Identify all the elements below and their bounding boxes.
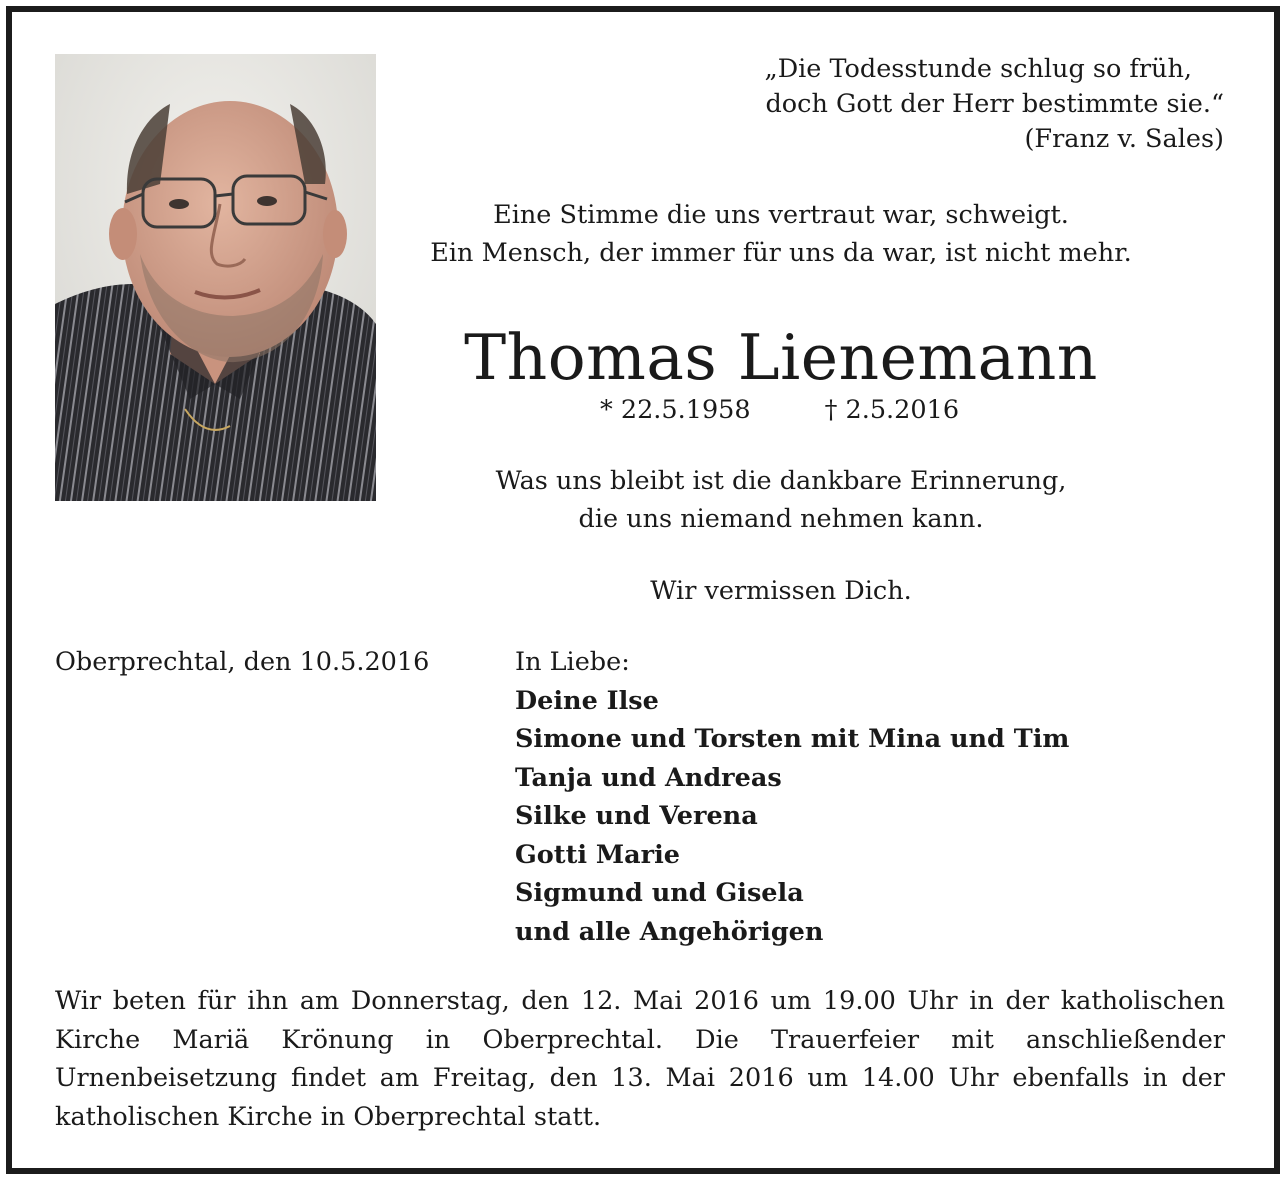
family-list <box>515 643 1069 951</box>
family-member: Simone und Torsten mit Mina und Tim <box>515 724 1070 754</box>
death-date: † 2.5.2016 <box>824 395 960 425</box>
place-date: Oberprechtal, den 10.5.2016 <box>55 647 430 677</box>
family-member: Silke und Verena <box>515 801 758 831</box>
life-dates <box>600 392 959 428</box>
remembrance-line: Was uns bleibt ist die dankbare Erinnerung, <box>495 466 1067 496</box>
epigraph-quote <box>704 52 1224 157</box>
deceased-name: Thomas Lienemann <box>464 321 1098 394</box>
family-member: Deine Ilse <box>515 685 659 716</box>
remembrance-line: die uns niemand nehmen kann. <box>578 504 984 534</box>
family-member: Gotti Marie <box>515 839 681 870</box>
family-intro: In Liebe: <box>515 647 630 677</box>
family-member: und alle Angehörigen <box>515 916 824 947</box>
verse-line: Ein Mensch, der immer für uns da war, ist nicht mehr. <box>430 238 1132 268</box>
verse-line: Eine Stimme die uns vertraut war, schweigt. <box>493 200 1069 230</box>
family-member: Sigmund und Gisela <box>515 878 804 908</box>
remembrance <box>408 462 1154 538</box>
verse <box>408 196 1154 272</box>
quote-author: (Franz v. Sales) <box>1024 124 1224 154</box>
family-member: Tanja und Andreas <box>515 762 782 793</box>
birth-date: * 22.5.1958 <box>600 395 751 425</box>
quote-line: doch Gott der Herr bestimmte sie.“ <box>765 89 1224 119</box>
closing-line: Wir vermissen Dich. <box>650 576 912 606</box>
service-notice: Wir beten für ihn am Donnerstag, den 12. Mai 2016 um 19.00 Uhr in der katholischen Kirche Mariä Krönung in Oberprechtal. Die Trauerfeier mit anschließender Urnenbeisetzung findet am Freitag, den 13. Mai 2016 um 14.00 Uhr ebenfalls in der katholischen Kirche in Oberprechtal statt. <box>55 986 1225 1132</box>
quote-line: „Die Todesstunde schlug so früh, <box>764 54 1192 84</box>
portrait-photo <box>55 54 376 501</box>
